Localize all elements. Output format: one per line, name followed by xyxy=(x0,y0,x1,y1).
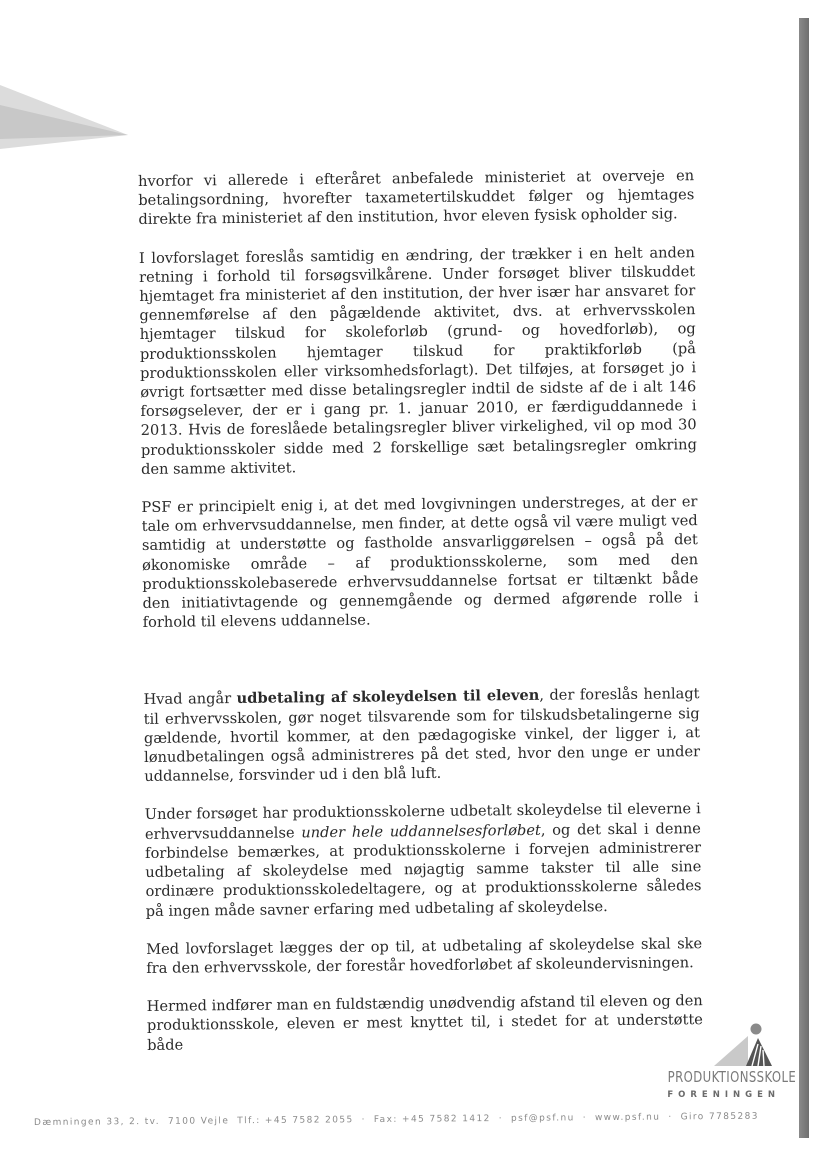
text-run: Med lovforslaget lægges der op til, at udbetaling af skoleydelse skal ske fra den erhvervsskole, der forestår hovedforløbet af skoleundervisningen. xyxy=(146,934,703,977)
scan-edge-bar xyxy=(799,18,809,1138)
bold-text: udbetaling af skoleydelsen til eleven xyxy=(236,687,540,708)
body-paragraph xyxy=(143,685,700,787)
footer-item: 7100 Vejle xyxy=(167,1116,230,1127)
text-run: hvorfor vi allerede i efteråret anbefalede ministeriet at overveje en betalingsordning, hvorefter taxametertilskuddet følger og hjemtages direkte fra ministeriet af den institution, hvor eleven fysisk opholder sig. xyxy=(138,167,695,229)
produktionsskole-logo xyxy=(636,1022,797,1102)
footer-item: · xyxy=(498,1113,504,1124)
document-body xyxy=(138,166,703,1073)
logo-triangle-icon xyxy=(708,1022,782,1068)
body-paragraph xyxy=(141,492,698,632)
logo-subtitle: FORENINGEN xyxy=(667,1090,780,1100)
body-paragraph xyxy=(139,243,697,479)
footer-item: · xyxy=(361,1115,366,1126)
footer-item: www.psf.nu xyxy=(594,1112,661,1124)
page-footer xyxy=(34,1111,794,1128)
italic-text: under hele uddannelsesforløbet xyxy=(301,821,541,842)
text-run: PSF er principielt enig i, at det med lovgivningen understreges, at der er tale om erhvervsuddannelse, men finder, at dette også vil være muligt ved samtidig at understøtte og fastholde ansvarliggørelsen – også på det økonomiske område – af produktionsskolerne, som med den produktionsskolebaserede erhvervsuddannelse fortsat er tiltænkt både den initiativtagende og gennemgående og dermed afgørende rolle i forhold til elevens uddannelse. xyxy=(141,493,699,632)
text-run: Hvad angår xyxy=(143,690,237,709)
footer-item: Fax: +45 7582 1412 xyxy=(373,1114,491,1126)
footer-item: psf@psf.nu xyxy=(510,1113,575,1124)
text-run: I lovforslaget foreslås samtidig en ændring, der trækker i en helt anden retning i forhold til forsøgsvilkårene. Under forsøget bliver tilskuddet hjemtaget fra ministeriet af den institution, der hver især har ansvaret for gennemførelse af den pågældende aktivitet, dvs. at erhvervsskolen hjemtager tilskud for skoleforløb (grund- og hovedforløb), og produktionsskolen hjemtager tilskud for praktikforløb (på produktionsskolen eller virksomhedsforlagt). Det tilføjes, at forsøget jo i øvrigt fortsætter med disse betalingsregler indtil de sidste af de i alt 146 forsøgselever, der er i gang pr. 1. januar 2010, er færdiguddannede i 2013. Hvis de foreslåede betalingsregler bliver virkelighed, vil op mod 30 produktionsskoler sidde med 2 forskellige sæt betalingsregler omkring den samme aktivitet. xyxy=(138,243,697,478)
logo-name: PRODUKTIONSSKOLE xyxy=(667,1068,797,1086)
footer-item: · xyxy=(582,1113,588,1124)
footer-item: Tlf.: +45 7582 2055 xyxy=(237,1115,354,1127)
footer-item: Giro 7785283 xyxy=(680,1111,759,1123)
corner-wedge-mark xyxy=(0,75,135,155)
body-paragraph xyxy=(145,800,702,921)
text-run: Under forsøget har produktionsskolerne udbetalt skoleydelse til eleverne i erhvervsuddannelse xyxy=(144,800,701,843)
text-run: , og det skal i denne forbindelse bemærkes, at produktionsskolerne i forvejen administrerer udbetaling af skoleydelse med nøjagtig samme takster til alle sine ordinære produktionsskoledeltagere, og at produktionsskolerne således på ingen måde savner erfaring med udbetaling af skoleydelse. xyxy=(145,819,702,920)
footer-item: · xyxy=(668,1112,673,1123)
body-paragraph xyxy=(146,934,702,978)
footer-item: Dæmningen 33, 2. tv. xyxy=(34,1116,160,1128)
body-paragraph xyxy=(147,991,704,1054)
text-run: Hermed indfører man en fuldstændig unødvendig afstand til eleven og den produktionsskole, eleven er mest knyttet til, i stedet for at understøtte både xyxy=(146,992,703,1054)
body-paragraph xyxy=(138,166,695,229)
text-run: , der foreslås henlagt til erhvervsskolen, gør noget tilsvarende som for tilskudsbetalingerne sig gældende, hvortil kommer, at den pædagogiske vinkel, der ligger i, at lønudbetalingen også administreres på det sted, hvor den unge er under uddannelse, forsvinder ud i den blå luft. xyxy=(143,685,701,786)
